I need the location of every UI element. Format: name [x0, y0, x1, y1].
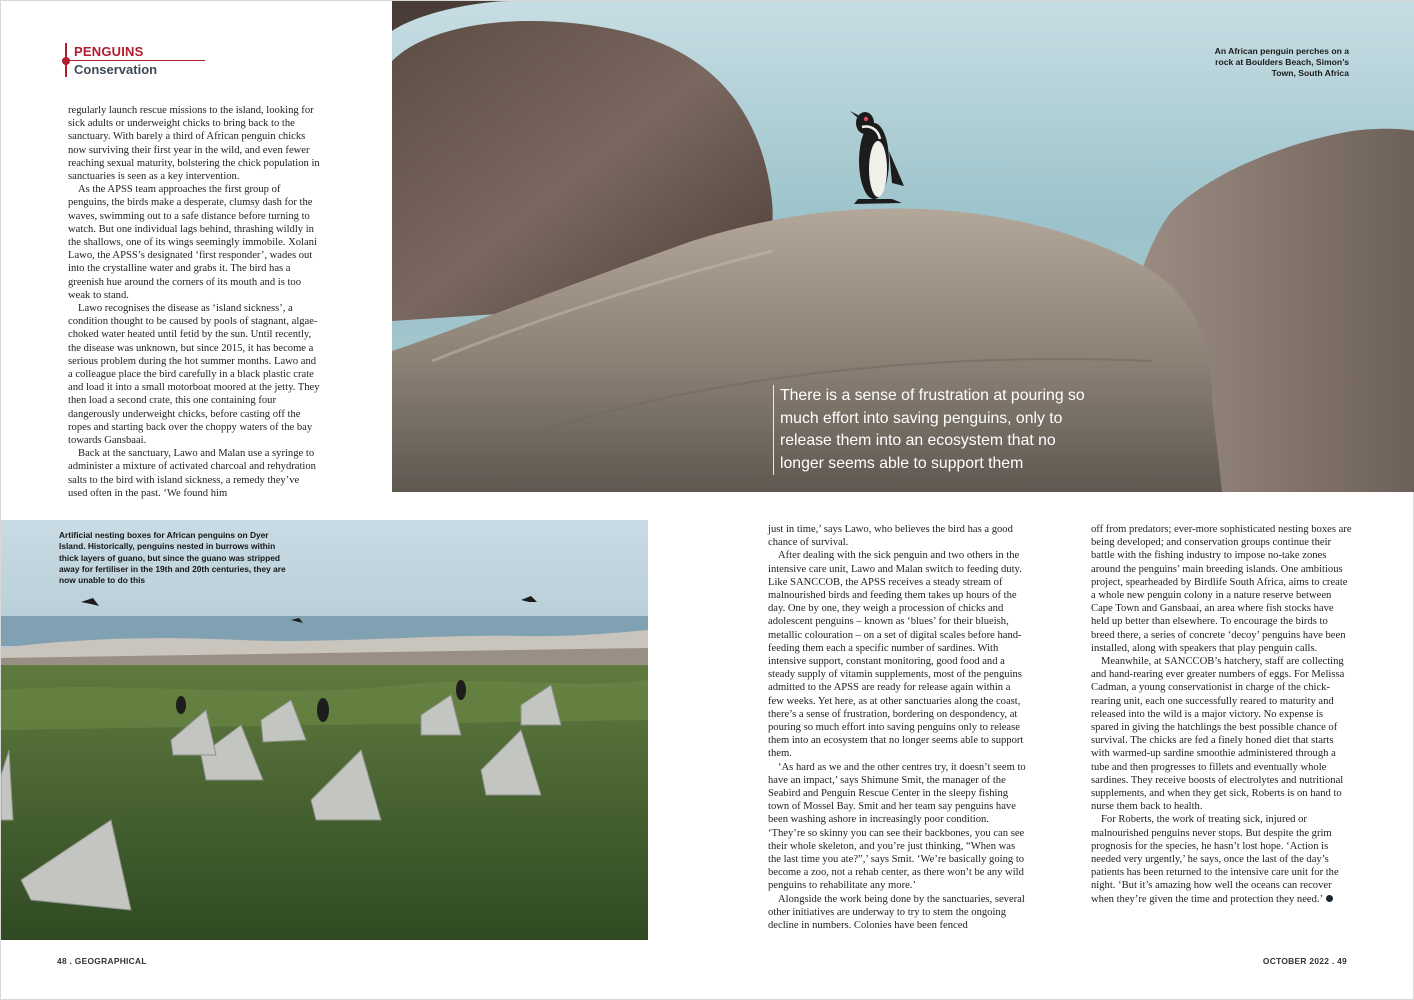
paragraph: regularly launch rescue missions to the island, looking for sick adults or underweight chicks to bring back to the sanctuary. With barely a third of African penguin chicks now surviving their first year in the wild, and even fewer reaching sexual maturity, bolstering the chick population in sanctuaries is seen as a key intervention.: [68, 105, 320, 183]
section-subtitle: Conservation: [74, 62, 158, 77]
pull-quote: There is a sense of frustration at pouring so much effort into saving penguins, only to release them into an ecosystem that no longer seems able to support them: [773, 385, 1093, 475]
penguin-figure: [850, 111, 904, 204]
paragraph: As the APSS team approaches the first group of penguins, the birds make a desperate, clumsy dash for the waves, swimming out to a safe distance before turning to watch. But one individual lags behind, thrashing wildly in the shallows, one of its wings seemingly immobile. Xolani Lawo, the APSS’s designated ‘first responder’, wades out into the crystalline water and grabs it. The bird has a greenish hue around the corners of its mouth and is too weak to stand.: [68, 184, 317, 301]
section-rule: [65, 60, 205, 61]
section-title: PENGUINS: [74, 44, 144, 59]
page-folio-left: 48 . GEOGRAPHICAL: [57, 956, 147, 966]
body-column-left: [68, 104, 320, 500]
photo-caption: Artificial nesting boxes for African penguins on Dyer Island. Historically, penguins nested in burrows within thick layers of guano, but since the guano was stripped away for fertiliser in the 19th and 20th centuries, they are now unable to do this: [59, 530, 286, 586]
photo-caption: An African penguin perches on a rock at Boulders Beach, Simon’s Town, South Africa: [1214, 46, 1349, 78]
paragraph: ‘As hard as we and the other centres try, it doesn’t seem to have an impact,’ says Shimune Smit, the manager of the Seabird and Penguin Rescue Center in the sleepy fishing town of Mossel Bay. Smit and her team say penguins have been washing ashore in increasingly poor condition. ‘They’re so skinny you can see their backbones, you can see their whole skeleton, and you’re just thinking, “When was the last time you ate?”,’ says Smit. ‘We’re basically going to become a zoo, not a rehab center, as there won’t be any wild penguins to rehabilitate any more.’: [768, 761, 1026, 892]
paragraph: Lawo recognises the disease as ‘island sickness’, a condition thought to be caused by pools of stagnant, algae-choked water heated until fetid by the sun. Until recently, the disease was unknown, but since 2015, it has become a serious problem during the hot summer months. Lawo and a colleague place the bird carefully in a black plastic crate and load it into a small motorboat moored at the jetty. They then load a second crate, this one containing four dangerously underweight chicks, before casting off the ropes and starting back over the choppy waters of the bay towards Gansbaai.: [68, 303, 320, 447]
paragraph: just in time,’ says Lawo, who believes the bird has a good chance of survival.: [768, 524, 1013, 549]
page-folio-right: OCTOBER 2022 . 49: [1262, 956, 1347, 966]
penguin-rock-photo: [392, 1, 1414, 492]
paragraph: Back at the sanctuary, Lawo and Malan use a syringe to administer a mixture of activated charcoal and rehydration salts to the bird with island sickness, a remedy they’ve used often in the past. ‘We found him: [68, 448, 316, 499]
section-header: [65, 43, 205, 79]
paragraph: off from predators; ever-more sophisticated nesting boxes are being developed; and conservation groups continue their battle with the fishing industry to impose no-take zones around the penguins’ main breeding islands. One ambitious project, spearheaded by Birdlife South Africa, aims to create a whole new penguin colony in a nature reserve between Cape Town and Gansbaai, an area where fish stocks have held up better than elsewhere. To encourage the birds to breed there, a series of concrete ‘decoy’ penguins have been installed, along with speakers that play penguin calls.: [1091, 524, 1352, 654]
paragraph-text: For Roberts, the work of treating sick, injured or malnourished penguins never stops. But despite the grim prognosis for the species, he hasn’t lost hope. ‘Action is needed very urgently,’ he says, once the last of the day’s patients has been returned to the intensive care unit for the night. ‘But it’s amazing how well the oceans can recover when they’re given the time and protection they need.’: [1091, 814, 1339, 905]
nesting-boxes-photo: [1, 520, 648, 940]
section-marker-dot: [62, 57, 70, 65]
end-mark-icon: [1326, 895, 1333, 902]
paragraph: Meanwhile, at SANCCOB’s hatchery, staff are collecting and hand-rearing ever greater numbers of eggs. For Melissa Cadman, a young conservationist in charge of the chick-rearing unit, each one successfully reared to maturity and released into the wild is a major victory. No expense is spared in giving the hatchlings the best possible chance of survival. The chicks are fed a finely honed diet that starts with warmed-up sardine smoothie administered through a tube and then progresses to fillets and eventually whole sardines. They receive boosts of electrolytes and nutritional supplements, and when they get sick, Roberts is on hand to nurse them back to health.: [1091, 656, 1345, 813]
body-column-middle: [768, 523, 1026, 932]
paragraph: Alongside the work being done by the sanctuaries, several other initiatives are underway to try to stem the ongoing decline in numbers. Colonies have been fenced: [768, 893, 1025, 932]
paragraph: After dealing with the sick penguin and two others in the intensive care unit, Lawo and Malan switch to feeding duty. Like SANCCOB, the APSS receives a steady stream of malnourished birds and feeding them takes up hours of the day. One by one, they weigh a procession of chicks and adolescent penguins – known as ‘blues’ for their blueish, metallic colouration – on a set of digital scales before hand-feeding them each a specific number of sardines. With intensive support, constant monitoring, good food and a steady supply of vitamin supplements, most of the penguins admitted to the APSS are ready for release again within a few weeks. Yet here, as at other sanctuaries along the coast, there’s a sense of frustration, bordering on despondency, at pouring so much effort into saving penguins only to release them into an ecosystem that no longer seems able to support them.: [768, 550, 1024, 760]
last-paragraph: [1091, 813, 1353, 905]
body-column-right: [1091, 523, 1353, 906]
